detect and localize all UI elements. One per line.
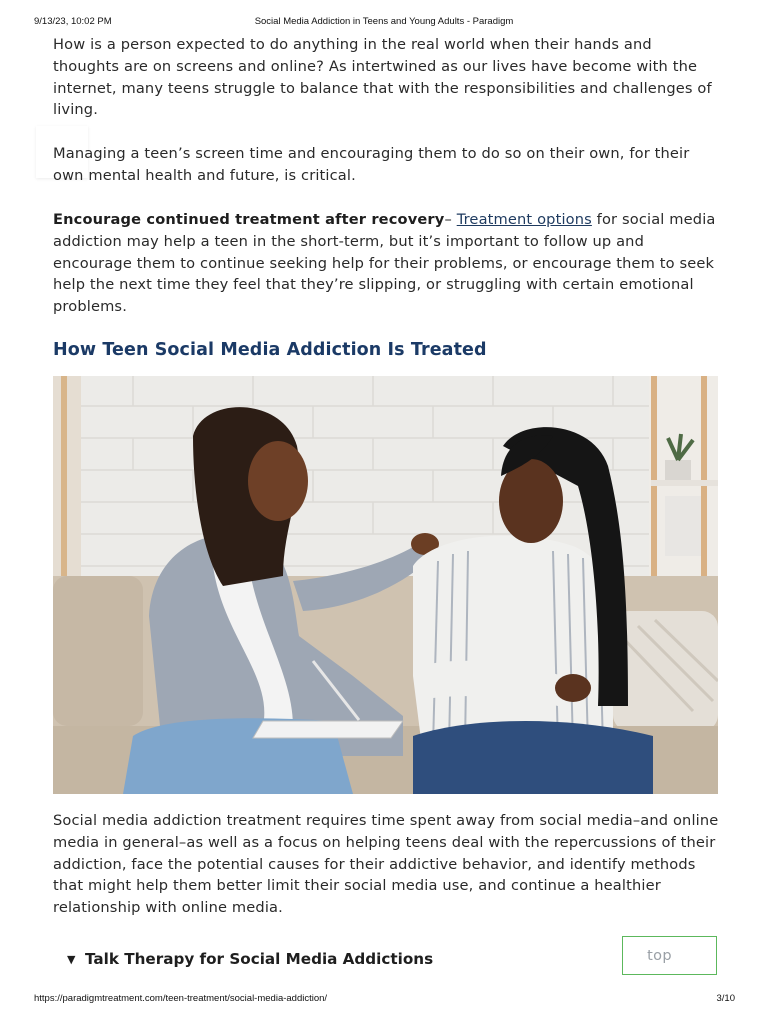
accordion-talk-therapy[interactable] — [67, 950, 433, 968]
treatment-options-link[interactable]: Treatment options — [456, 211, 592, 228]
section-heading: How Teen Social Media Addiction Is Treated — [53, 340, 487, 360]
triangle-down-icon: ▼ — [67, 952, 76, 966]
print-header — [0, 16, 768, 30]
paragraph-dash: – — [444, 211, 457, 228]
back-to-top-button[interactable]: top — [622, 936, 717, 975]
paragraph-screen-time: Managing a teen’s screen time and encouraging them to do so on their own, for their own mental health and future, is critical. — [53, 145, 690, 184]
print-page-title: Social Media Addiction in Teens and Young Adults - Paradigm — [254, 16, 514, 27]
paragraph-screens: How is a person expected to do anything in the real world when their hands and thoughts are on screens and online? As intertwined as our lives have become with the internet, many teens struggle to balance that with the responsibilities and challenges of living. — [53, 36, 712, 119]
paragraph-continued-treatment — [53, 209, 721, 318]
paragraph-lead-bold: Encourage continued treatment after recovery — [53, 211, 445, 228]
paragraph-continued-text: for social media addiction may help a teen in the short-term, but it’s important to follow up and encourage them to continue seeking help for their problems, or encourage them to seek help the next time they feel that they’re slipping, or struggling with certain emotional problems. — [53, 211, 716, 316]
print-page-count: 3/10 — [716, 993, 735, 1004]
print-datetime: 9/13/23, 10:02 PM — [34, 16, 112, 27]
paragraph-treatment-requires: Social media addiction treatment requires time spent away from social media–and online media in general–as well as a focus on helping teens deal with the repercussions of their addiction, face the potential causes for their addictive behavior, and identify methods that might help them better limit their social media use, and continue a healthier relationship with online media. — [53, 812, 719, 917]
print-footer — [0, 993, 768, 1007]
accordion-label: Talk Therapy for Social Media Addictions — [85, 950, 434, 968]
therapy-session-photo — [53, 376, 718, 794]
print-url: https://paradigmtreatment.com/teen-treatment/social-media-addiction/ — [34, 993, 328, 1004]
